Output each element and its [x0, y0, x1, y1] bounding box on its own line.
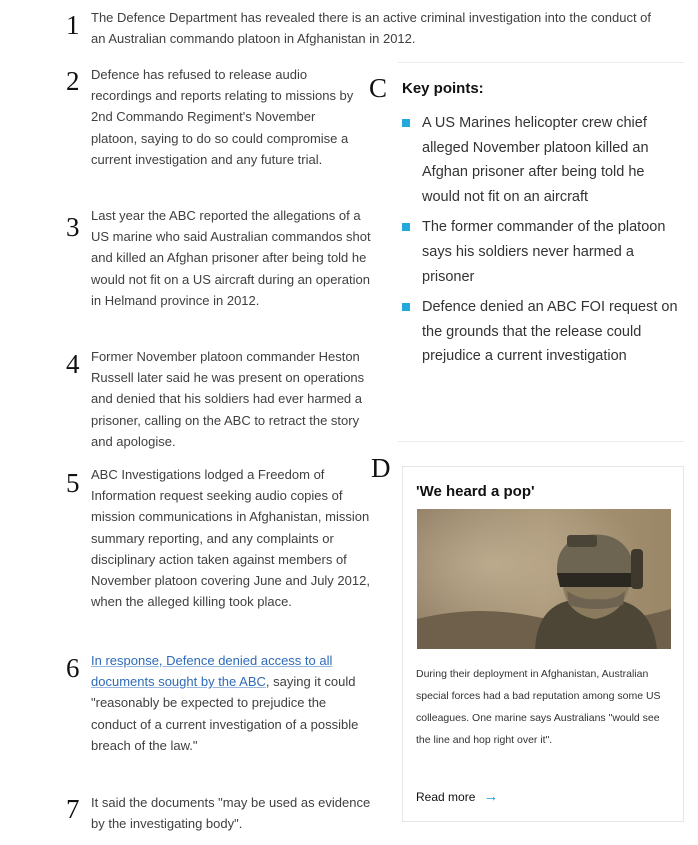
- paragraph-text: It said the documents "may be used as evidence by the investigating body".: [91, 795, 371, 832]
- key-points-list: [398, 111, 684, 375]
- paragraph-text: Last year the ABC reported the allegations of a US marine who said Australian commandos shot and killed an Afghan prisoner after being told he would not fit on a US aircraft during an operation in Helmand province in 2012.: [91, 208, 371, 308]
- paragraph-text: [91, 650, 373, 756]
- soldier-photo: [417, 509, 671, 649]
- paragraph-4: [66, 346, 386, 452]
- key-point-text: A US Marines helicopter crew chief alleged November platoon killed an Afghan prisoner after being told he would not fit on an aircraft: [422, 115, 649, 205]
- key-point-text: Defence denied an ABC FOI request on the grounds that the release could prejudice a current investigation: [422, 299, 678, 365]
- paragraph-1: [66, 7, 666, 47]
- paragraph-text: The Defence Department has revealed there is an active criminal investigation into the conduct of an Australian commando platoon in Afghanistan in 2012.: [91, 10, 652, 47]
- soldier-photo-illustration: [417, 509, 671, 649]
- paragraph-7: [66, 792, 386, 842]
- read-more-link[interactable]: [416, 789, 498, 804]
- paragraph-text: ABC Investigations lodged a Freedom of Information request seeking audio copies of mission communications in Afghanistan, mission summary reporting, and any complaints or disciplinary action taken against members of November platoon covering June and July 2012, when the alleged killing took place.: [91, 467, 370, 610]
- paragraph-number: 4: [66, 349, 80, 379]
- key-point-item: [398, 215, 684, 289]
- paragraph-number: 5: [66, 468, 80, 498]
- paragraph-3: [66, 205, 386, 335]
- paragraph-6: [66, 650, 386, 775]
- paragraph-text-rest: , saying it could "reasonably be expected to prejudice the conduct of a current investigation of a possible breach of the law.": [91, 674, 359, 753]
- bullet-square-icon: [402, 119, 410, 127]
- arrow-right-icon: →: [483, 788, 499, 805]
- foi-decision-link[interactable]: In response, Defence denied access to all documents sought by the ABC: [91, 653, 333, 690]
- key-point-item: [398, 111, 684, 209]
- card-summary: During their deployment in Afghanistan, Australian special forces had a bad reputation among some US colleagues. One marine says Australians "would see the line and hop right over it".: [416, 668, 661, 746]
- section-label-c: C: [369, 73, 388, 103]
- paragraph-2: [66, 64, 366, 194]
- card-title: 'We heard a pop': [416, 483, 535, 500]
- key-points-box: [398, 62, 684, 442]
- paragraph-text: Former November platoon commander Heston Russell later said he was present on operations and denied that his soldiers had ever harmed a prisoner, calling on the ABC to retract the story and apologise.: [91, 349, 365, 449]
- read-more-label: Read more: [416, 789, 476, 804]
- paragraph-number: 3: [66, 212, 80, 242]
- paragraph-5: [66, 464, 386, 634]
- related-story-card[interactable]: [402, 466, 684, 822]
- section-label-d: D: [371, 453, 391, 483]
- key-point-item: [398, 295, 684, 369]
- paragraph-number: 7: [66, 794, 80, 824]
- paragraph-text: Defence has refused to release audio recordings and reports relating to missions by 2nd Commando Regiment's November platoon, saying to do so could compromise a current investigation and any future trial.: [91, 67, 354, 167]
- paragraph-number: 2: [66, 66, 80, 96]
- paragraph-number: 1: [66, 10, 80, 40]
- bullet-square-icon: [402, 223, 410, 231]
- key-points-title: Key points:: [402, 80, 484, 97]
- paragraph-number: 6: [66, 653, 80, 683]
- key-point-text: The former commander of the platoon says his soldiers never harmed a prisoner: [422, 219, 666, 285]
- bullet-square-icon: [402, 303, 410, 311]
